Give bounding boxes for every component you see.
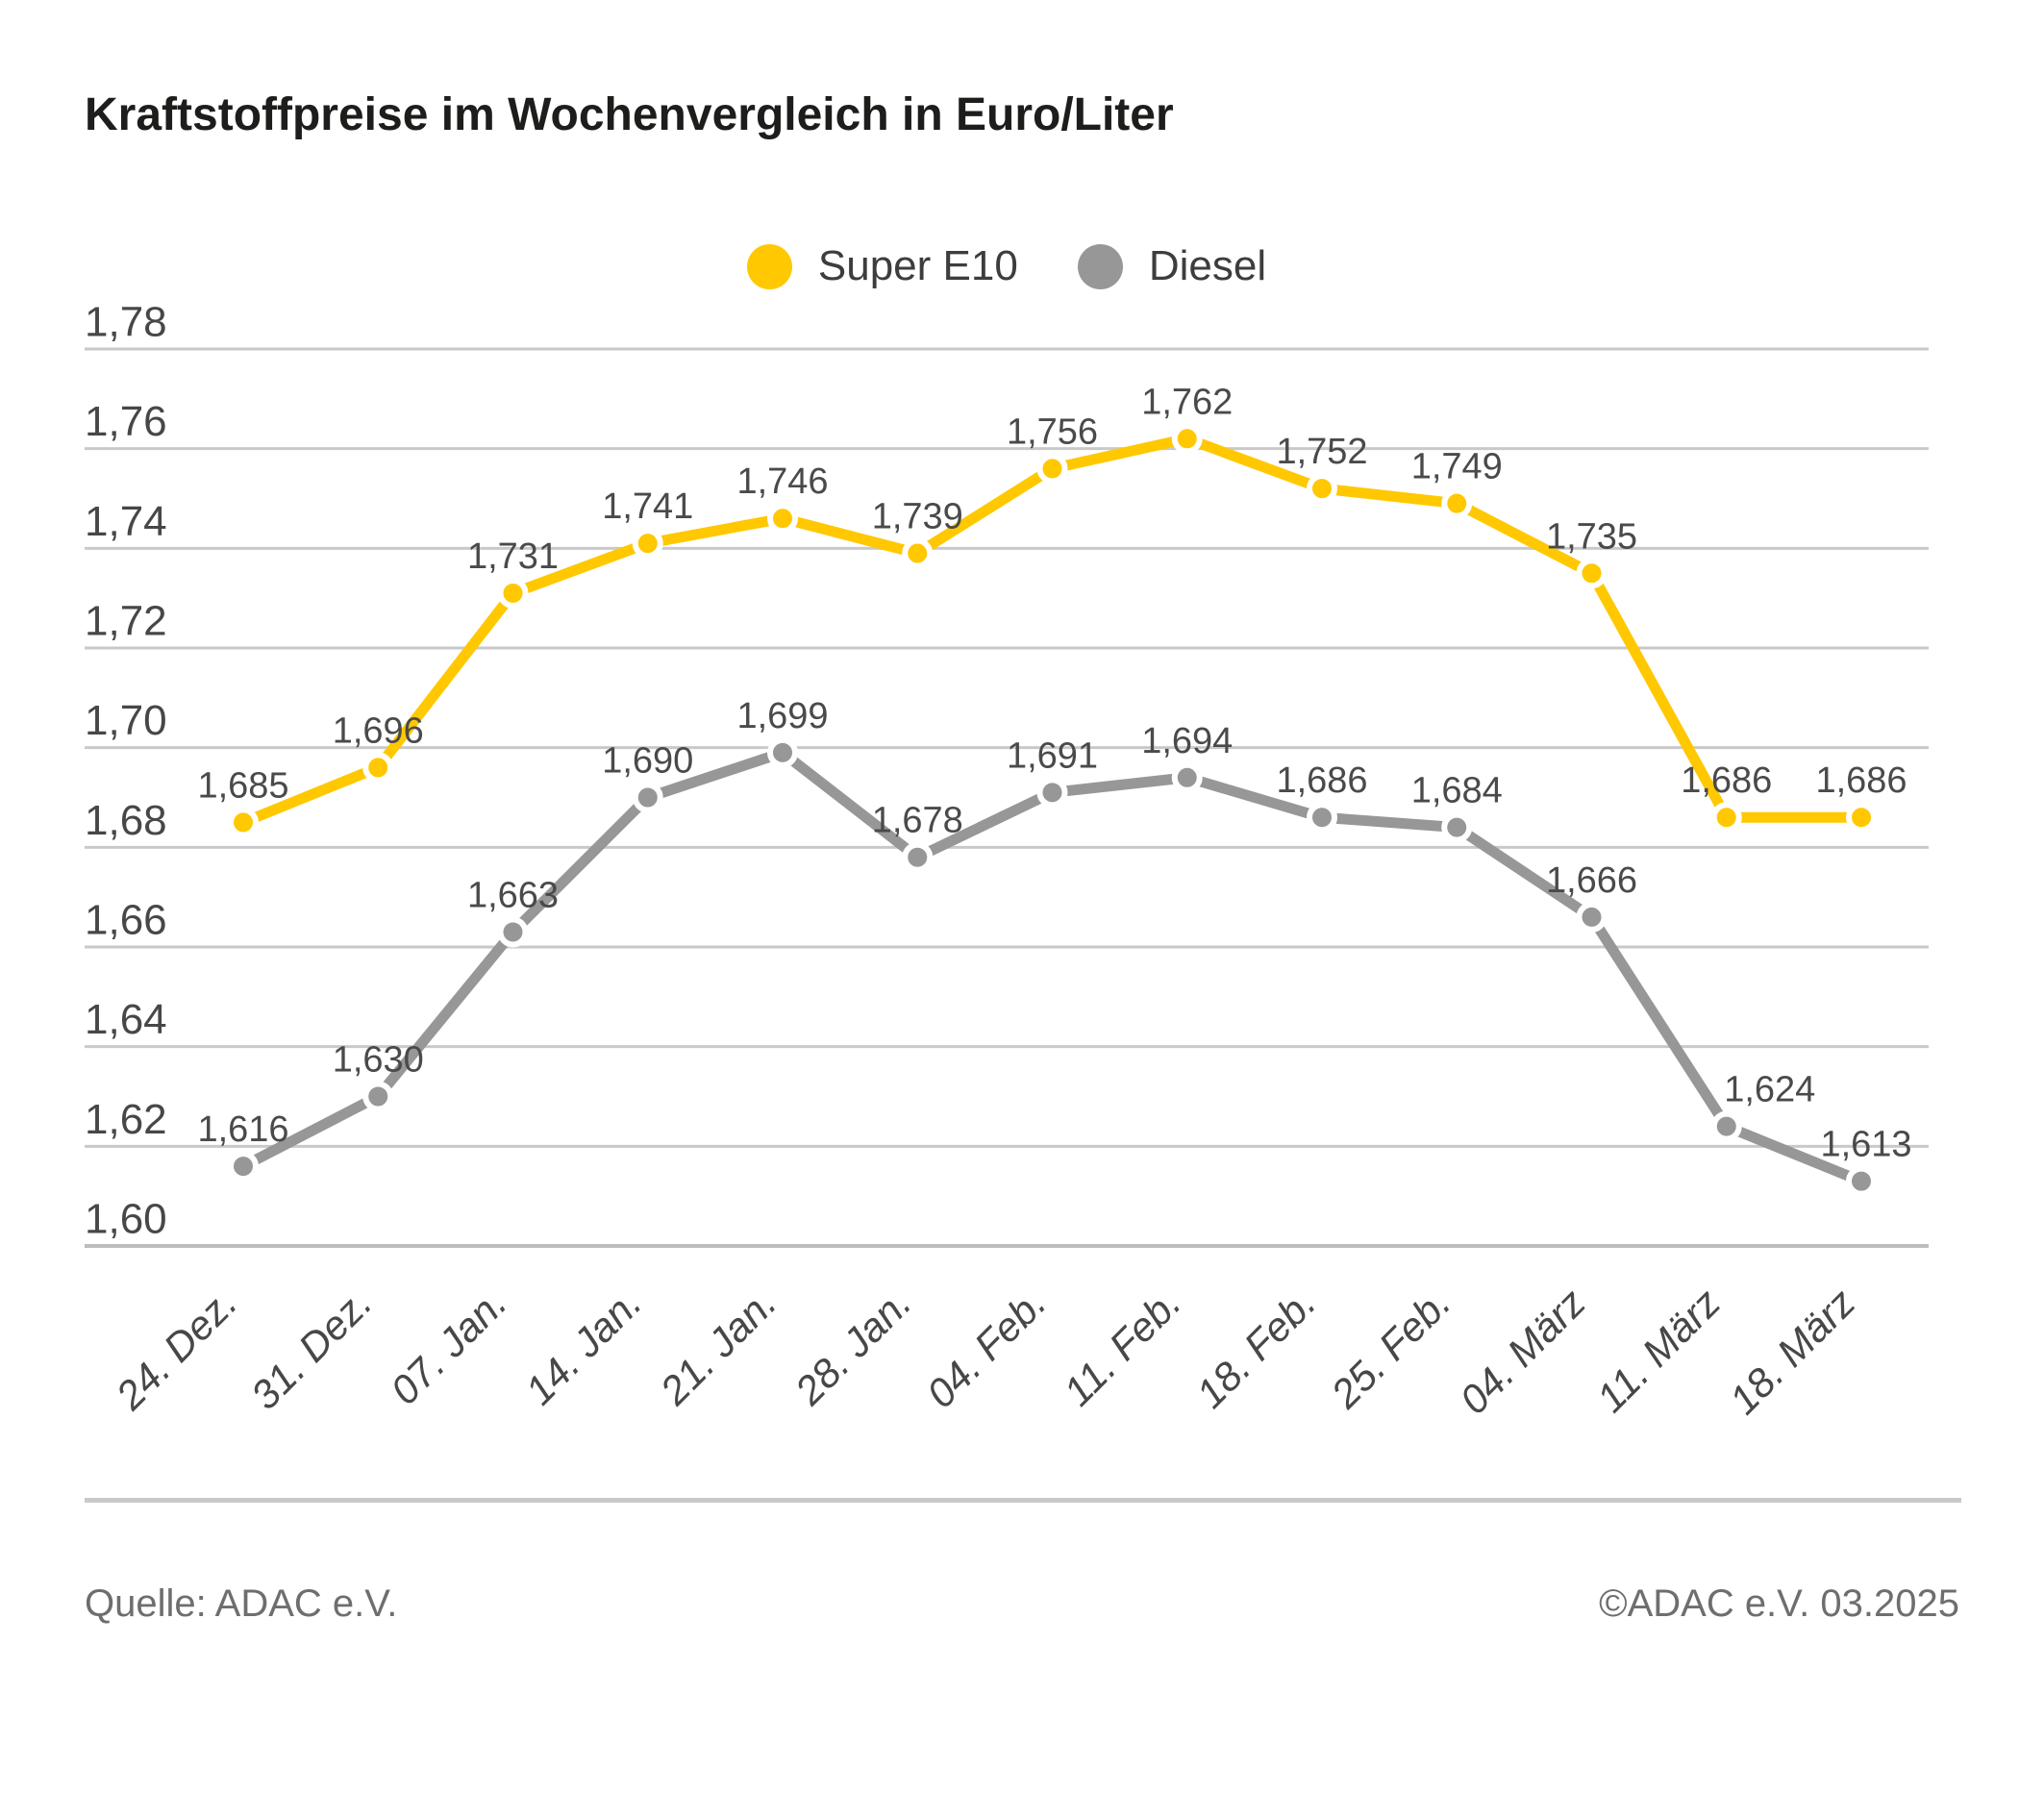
x-tick-label: 07. Jan. xyxy=(381,1280,515,1414)
data-point-super-e10 xyxy=(365,755,390,780)
data-point-diesel xyxy=(636,785,661,810)
data-point-label-diesel: 1,686 xyxy=(1276,760,1368,802)
data-point-diesel xyxy=(1040,780,1065,805)
data-point-label-diesel: 1,691 xyxy=(1006,735,1099,777)
page-title: Kraftstoffpreise im Wochenvergleich in Euro/Liter xyxy=(85,89,1174,140)
data-point-super-e10 xyxy=(905,541,930,566)
data-point-label-super-e10: 1,756 xyxy=(1006,411,1099,453)
x-tick-label: 04. Feb. xyxy=(917,1280,1055,1417)
data-point-label-diesel: 1,666 xyxy=(1545,859,1638,901)
data-point-super-e10 xyxy=(1714,805,1739,830)
data-point-label-diesel: 1,616 xyxy=(197,1109,289,1151)
data-point-diesel xyxy=(1849,1169,1874,1194)
data-point-label-diesel: 1,613 xyxy=(1820,1124,1912,1165)
data-point-diesel xyxy=(1580,905,1605,930)
y-tick-label: 1,74 xyxy=(85,497,167,545)
y-tick-label: 1,72 xyxy=(85,597,167,645)
data-point-label-super-e10: 1,749 xyxy=(1410,446,1503,487)
data-point-label-diesel: 1,663 xyxy=(466,875,560,916)
legend-label-super-e10: Super E10 xyxy=(817,242,1018,289)
data-point-super-e10 xyxy=(1175,426,1200,451)
data-point-label-super-e10: 1,739 xyxy=(871,496,963,537)
x-tick-label: 25. Feb. xyxy=(1322,1280,1459,1417)
x-tick-label: 24. Dez. xyxy=(107,1280,246,1418)
data-point-label-diesel: 1,699 xyxy=(736,695,829,736)
data-point-diesel xyxy=(905,845,930,870)
footer-divider xyxy=(85,1498,1961,1503)
data-point-diesel xyxy=(770,740,795,765)
data-point-label-diesel: 1,684 xyxy=(1410,770,1503,811)
data-point-diesel xyxy=(365,1084,390,1109)
data-point-diesel xyxy=(1175,765,1200,790)
data-point-diesel xyxy=(231,1154,256,1179)
x-tick-label: 11. Feb. xyxy=(1055,1280,1190,1415)
data-point-super-e10 xyxy=(1444,491,1469,516)
data-point-super-e10 xyxy=(1040,456,1065,481)
x-tick-label: 18. Feb. xyxy=(1187,1280,1325,1417)
data-point-super-e10 xyxy=(1309,476,1334,501)
data-point-label-diesel: 1,690 xyxy=(602,740,694,782)
y-tick-label: 1,78 xyxy=(85,298,167,346)
x-tick-label: 14. Jan. xyxy=(516,1280,651,1414)
y-tick-label: 1,64 xyxy=(85,996,167,1044)
y-tick-label: 1,68 xyxy=(85,796,167,844)
data-point-diesel xyxy=(1309,805,1334,830)
data-point-super-e10 xyxy=(1580,560,1605,585)
data-point-label-super-e10: 1,696 xyxy=(332,710,424,752)
data-point-label-diesel: 1,630 xyxy=(332,1039,424,1081)
data-point-label-diesel: 1,694 xyxy=(1141,720,1234,761)
y-tick-label: 1,62 xyxy=(85,1095,167,1143)
x-tick-label: 21. Jan. xyxy=(651,1280,785,1414)
data-point-diesel xyxy=(501,919,526,944)
data-point-super-e10 xyxy=(231,809,256,834)
data-point-label-super-e10: 1,752 xyxy=(1276,432,1368,473)
x-tick-label: 28. Jan. xyxy=(785,1280,920,1414)
data-point-label-super-e10: 1,731 xyxy=(466,535,560,577)
legend-label-diesel: Diesel xyxy=(1148,242,1267,289)
x-tick-label: 18. März xyxy=(1720,1280,1864,1423)
y-tick-label: 1,66 xyxy=(85,896,167,944)
footer-copyright: ©ADAC e.V. 03.2025 xyxy=(1599,1582,1959,1625)
x-axis-layer xyxy=(107,1280,1864,1423)
data-point-label-diesel: 1,678 xyxy=(871,800,963,841)
data-point-diesel xyxy=(1444,815,1469,840)
data-point-label-super-e10: 1,735 xyxy=(1545,516,1638,558)
data-point-label-super-e10: 1,741 xyxy=(602,486,694,528)
footer-source: Quelle: ADAC e.V. xyxy=(85,1582,398,1625)
data-point-super-e10 xyxy=(1849,805,1874,830)
x-tick-label: 11. März xyxy=(1587,1280,1730,1421)
data-point-super-e10 xyxy=(636,531,661,556)
series-line-diesel xyxy=(243,753,1861,1182)
data-point-super-e10 xyxy=(501,581,526,606)
data-point-label-super-e10: 1,686 xyxy=(1815,760,1907,802)
x-tick-label: 31. Dez. xyxy=(241,1280,381,1418)
data-point-label-super-e10: 1,746 xyxy=(736,461,829,503)
y-tick-label: 1,76 xyxy=(85,398,167,446)
data-point-diesel xyxy=(1714,1114,1739,1139)
data-point-super-e10 xyxy=(770,506,795,531)
data-point-label-super-e10: 1,762 xyxy=(1141,382,1234,423)
data-point-label-super-e10: 1,686 xyxy=(1681,760,1773,802)
data-point-label-diesel: 1,624 xyxy=(1724,1069,1816,1110)
x-tick-label: 04. März xyxy=(1451,1280,1594,1423)
y-tick-label: 1,70 xyxy=(85,697,167,745)
data-point-label-super-e10: 1,685 xyxy=(197,765,289,807)
y-tick-label: 1,60 xyxy=(85,1195,167,1243)
